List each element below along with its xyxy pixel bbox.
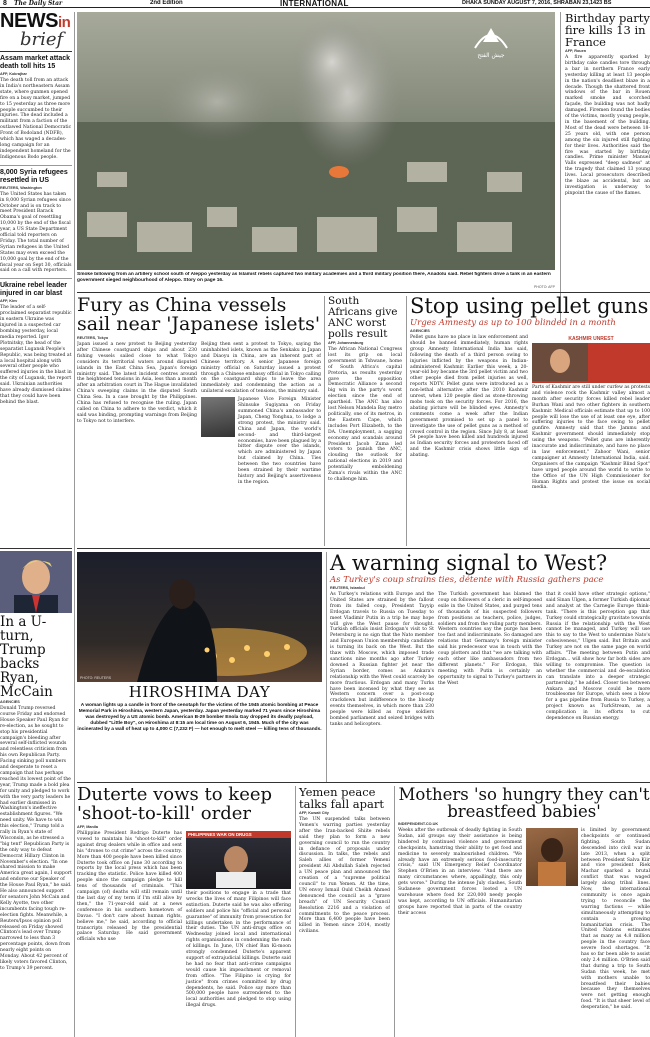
turkey-body-col2: The Turkish government has blamed the coup on followers of a cleric in self-imposed exile in the United States, and purged tens of thousands of his suspected followers from positions as teachers, police, judges, soldiers and from the ruling party members. Western countries say the purge has been too fast and indiscriminate. So damaged are relations that Germany's foreign minister said his predecessor was in touch with the coup plotters and that "we are talking with each other like ambassadors from two different planets." For Erdogan, this meeting with Putin is certainly an opportunity to signal to Turkey's partners in the West <box>438 592 542 686</box>
turkey-subheadline: As Turkey's coup strains ties, détente with Russia gathers pace <box>330 575 604 585</box>
masthead: The Daily Star <box>14 0 63 7</box>
south-africa-story: South Africans give ANC worst polls result AFP, Johannesburg The African National Congress lost its grip on local government in Tshwane, home of South Africa's capital Pretoria, as results yesterday gave the opposition Democratic Alliance a second big win in the party's worst election since the end of apartheid. The ANC has also lost Nelson Mandela Bay metro politically, one of its metros, in the Eastern Cape, which includes Port Elizabeth, to the DA. Unemployment, a sagging economy and scandals around President Jacob Zuma led voters to punish the ANC, clouding the outlook for national elections in 2019 and potentially emboldening Zuma's rivals within the ANC to challenge him. <box>324 296 402 546</box>
pellet-body-col2: Parts of Kashmir are still under curfew as protests and violence rock the Kashmir valley almost a month after security forces killed rebel leader Burhan Wani and two other fighters in southern Kashmir. Medical officials estimate that up to 100 people will lose the use of at least one eye, after suffering injuries to the face owing to pellet gunfire. Amnesty said that the Jammu and Kashmir government should immediately stop using the weapons. "Pellet guns are inherently inaccurate and indiscriminate, and have no place in law enforcement," Zahoor Wani, senior campaigner at Amnesty International India, said. Organisers of the campaign "Kashmir Blind Spot" have urged people around the world to write to the Office of the UN High Commissioner for Human Rights and protest the issue on social media. <box>532 385 650 491</box>
japan-body-col1: Japan issued a new protest to Beijing yesterday after Chinese coastguard ships and about 230 fishing vessels sailed close to what Tokyo considers its territorial waters around disputed islands in the East China Sea, Japan's foreign ministry said. The latest incident centres around the heightened tensions in Asia, less than a month after an arbitration court in The Hague invalidated China's sweeping claims in the disputed South China Sea. In a case brought by the Philippines. China has refused to recognise the ruling. Japan called on China to adhere to the verdict, which it said was binding, prompting warnings from Beijing to Tokyo not to interfere. <box>77 342 197 424</box>
kashmir-unrest-box: KASHMIR UNREST <box>532 335 650 383</box>
pellet-headline: Stop using pellet guns <box>410 296 649 318</box>
pellet-subheadline: Urges Amnesty as up to 100 blinded in a month <box>410 318 616 328</box>
hiroshima-photo <box>77 552 322 682</box>
japan-body-col2: Beijing then sent a protest to Tokyo, saying the uninhabited islets, known as the Senkaku in Japan and Diaoyu in China, are an inherent part of Chinese territory. A senior Japanese foreign ministry official on Saturday issued a protest through a Chinese embassy official in Tokyo calling on the coastguard ships to leave the area immediately and condemning the action as a unilateral escalation of tensions, the ministry said. <box>201 342 321 395</box>
trump-headline: In a U-turn, Trump backs Ryan, McCain <box>0 614 53 700</box>
pellet-body-col1: Pellet guns have no place in law enforcement and should be banned immediately, human rights group Amnesty International India has said, following the death of a third person owing to injuries inflicted by the weapons in Indian-administered Kashmir. Earlier this week, a 20-year-old boy became the 3rd pellet victim and two other people died from pellet injuries as well, reports NDTV. Pellet guns were introduced as a non-lethal alternative after the 2010 Kashmir unrest, when 120 people died as stone-throwing mobs took on the security forces. For 2016, the abating picture will be blinded eyes. Amnesty's comments come a week after the Indian government promised to set up a panel to investigate the use of pellet guns as a method of crowd control in the region. Since July 8, at least 54 people have been killed and hundreds injured as Indian security forces and protesters faced off and the Kashmir crisis shows little sign of abating. <box>410 335 528 459</box>
yemen-body: The UN suspended talks between Yemen's warring parties yesterday after the Iran-backed Shiite rebels said they plan to form a new governing council to run the country in defiance of proposals under discussion. In talks, the rebels and Saleh allies of former Yemeni president Ali Abdullah Saleh rejected a UN peace plan and announced the creation of a "supreme political council" to run Yemen. At the time, UN envoy Ismail Ould Cheikh Ahmed denounced the council as a "grave breach" of UN Security Council Resolution 2216 and a violation of commitments to the peace process. More than 6,400 people have been killed in Yemen since 2014, mostly civilians. <box>299 817 390 935</box>
mothers-headline: Mothers 'so hungry they can't breastfeed babies' <box>398 786 650 821</box>
mothers-body-col1: Weeks after the outbreak of deadly fighting in South Sudan, aid groups say their assistance is being hindered by continued violence and government checkpoints, hamstring their ability to get food and medicine to severely malnourished children. "We already have an extremely serious food-insecurity crisis," said UN Emergency Relief Coordinator Stephen O'Brien in an interview. "And there are many circumstances where, appallingly, this only gets worse." During the intense July clashes, South Sudanese government forces looted a UN warehouse where food for 220,000 needy people was kept, according to UN officials. Humanitarian groups have reported that in parts of the country their access <box>398 828 522 916</box>
turkey-body-col1: As Turkey's relations with Europe and the United States are strained by the fallout from its failed coup, President Tayyip Erdogan travels to Russia on Tuesday to meet Vladimir Putin in a trip he may hope will give the West pause for thought. Turkish officials insist Erdogan's visit to St Petersburg is no sign that the Nato member and European Union membership candidate is turning its back on the West. But the thaw with Moscow, which imposed trade sanctions nine months ago after Turkey downed a Russian fighter jet near the Syrian border, comes as Ankara's relationship with the West could scarcely be more fractious. Erdogan and many Turks have been incensed by what they see as Western concern over a post-coup crackdown but indifference to the bloody events themselves, in which more than 230 people were killed as rogue soldiers bombed parliament and seized bridges with tanks and helicopters. <box>330 592 434 727</box>
duterte-body-col1: Philippine President Rodrigo Duterte has vowed to maintain his "shoot-to-kill" order against drug dealers while in office and sent his "drones to cut crime" across the country. More than 400 people have been killed since Duterte took office on June 30 according to reports by the local press which has been tracking the statistic. Police have killed 400 people since the campaign pledge to kill tens of thousands of criminals. "This campaign (of) deaths will still remain until the last day of my term if I'm still alive by then," the 71-year-old said at a news conference in his southern hometown of Davao. "I don't care about human rights, believe me," he said, according to official transcripts released by the presidential palace Saturday. He said government officials who use <box>77 831 182 943</box>
duterte-headline: Duterte vows to keep 'shoot-to-kill' order <box>77 786 273 824</box>
brief-body: The death toll from an attack in India's northeastern Assam state, where gunmen opened fire on a busy market, jumped to 15 yesterday as three more people succumbed to their injuries. The dead included a militant from a faction of the outlawed National Democratic Front of Bodoland (NDFB), which has waged a decades-long campaign for an independent homeland for the Indigenous Bodo people. <box>0 78 72 160</box>
mothers-body-col2: is limited by government checkpoints or continued fighting. South Sudan descended into civil war in late 2013, when a split between President Salva Kiir and vice president Riek Machar sparked a brutal conflict that was waged largely along tribal lines. Now, the international community is once again trying to reconcile the warring factions — while simultaneously attempting to contain a growing humanitarian crisis. The United Nations estimates that as many as 4.8 million people in the country face severe food shortages. "It has so far been able to assist only 2.4 million. O'Brien said that during a trip to South Sudan this week, he met with mothers unable to breastfeed their babies because they themselves were not getting enough food. "It is that sheer level of desperation," he said. <box>581 828 650 1011</box>
pellet-guns-story: Stop using pellet guns Urges Amnesty as up to 100 blinded in a month AGENCIES Pellet guns have no place in law enforcement and should be banned immediately, human rights group Amnesty International India has said, following the death of a third person owing to injuries inflicted by the weapons in Indian-administered Kashmir. Earlier this week, a 20-year-old boy became the 3rd pellet victim and two other people died from pellet injuries as well, reports NDTV. Pellet guns were introduced as a non-lethal alternative after the 2010 Kashmir unrest, when 120 people died as stone-throwing mobs took on the security forces. For 2016, the abating picture will be blinded eyes. Amnesty's comments come a week after the Indian government promised to set up a panel to investigate the use of pellet guns as a method of crowd control in the region. Since July 8, at least 54 people have been killed and hundreds injured as Indian security forces and protesters faced off and the Kashmir crisis shows little sign of abating. KASHMIR UNREST Parts of Kashmir are still under curfew as protests and violence rock the Kashmir valley almost a month after security forces killed rebel leader Burhan Wani and two other fighters in southern Kashmir. Medical officials estimate that up to 100 people will lose the use of at least one eye, after suffering injuries to the face owing to pellet gunfire. Amnesty said that the Jammu and Kashmir government should immediately stop using the weapons. "Pellet guns are inherently inaccurate and indiscriminate, and have no place in law enforcement," Zahoor Wani, senior campaigner at Amnesty International India, said. Organisers of the campaign "Kashmir Blind Spot" have urged people around the world to write to the Office of the UN High Commissioner for Human Rights and protest the issue on social media. <box>406 296 650 546</box>
trump-photo <box>0 551 72 613</box>
brief-headline: 8,000 Syria refugees resettled in US <box>0 168 68 184</box>
brief-headline: Assam market attack death toll hits 15 <box>0 55 71 70</box>
candle-lantern-image <box>77 552 322 682</box>
hiroshima-story <box>77 552 322 782</box>
photo-credit: PHOTO: AFP <box>534 285 555 289</box>
japan-headline: Fury as China vessels sail near 'Japanese islets' <box>77 296 321 335</box>
brief-headline: Ukraine rebel leader injured in car blast <box>0 282 67 298</box>
duterte-story: Duterte vows to keep 'shoot-to-kill' order AFP, Manila Philippine President Rodrigo Duterte has vowed to maintain his "shoot-to-kill" order against drug dealers while in office and sent his "drones to cut crime" across the country. More than 400 people have been killed since Duterte took office on June 30 according to reports by the local press which has been tracking the statistic. Police have killed 400 people since the campaign pledge to kill tens of thousands of criminals. "This campaign (of) deaths will still remain until the last day of my term if I'm still alive by then," the 71-year-old said at a news conference in his southern hometown of Davao. "I don't care about human rights, believe me," he said, according to official transcripts released by the presidential palace Saturday. He said government officials who use PHILIPPINES WAR ON DRUGS their positions to engage in a trade that wrecks the lives of many Filipinos will face extinction. Duterte said he was also offering soldiers and police his "official and personal guarantee" of immunity from prosecution for killings undertaken in the performance of their duties. The UN anti-drugs office on Wednesday joined local and international rights organisations in condemning the rash of killings. In June, UN chief Ban Ki-moon strongly condemned Duterte's apparent support of extrajudicial killings. Duterte said he had no fear that anti-crime campaigns would cause his impeachment or removal from office. "The Filipino is crying for justice" from crimes committed by drug dependents, he said. Police say more than 500,000 people have surrendered to the local authorities and pledged to stop using illegal drugs. <box>77 786 291 1009</box>
duterte-photo: PHILIPPINES WAR ON DRUGS <box>186 831 291 889</box>
hiroshima-credit: PHOTO: REUTERS <box>80 676 112 680</box>
hiroshima-title: HIROSHIMA DAY <box>128 683 271 701</box>
japan-china-story: Fury as China vessels sail near 'Japanese islets' REUTERS, Tokyo Japan issued a new protest to Beijing yesterday after Chinese coastguard ships and about 230 fishing vessels sailed close to what Tokyo considers its territorial waters around disputed islands in the East China Sea, Japan's foreign ministry said. The latest incident centres around the heightened tensions in Asia, less than a month after an arbitration court in The Hague invalidated China's sweeping claims in the disputed South China Sea. In a case brought by the Philippines. China has refused to recognise the ruling. Japan called on China to adhere to the verdict, which it said was binding, prompting warnings from Beijing to Tokyo not to interfere. Beijing then sent a protest to Tokyo, saying the uninhabited islets, known as the Senkaku in Japan and Diaoyu in China, are an inherent part of Chinese territory. A senior Japanese foreign ministry official on Saturday issued a protest through a Chinese embassy official in Tokyo calling on the coastguard ships to leave the area immediately and condemning the action as a unilateral escalation of tensions, the ministry said. Japanese Vice Foreign Minister Shinsuke Sugiyama on Friday summoned China's ambassador to Japan, Cheng Yonghua, to lodge a strong protest, the ministry said. China and Japan, the world's second- and third-largest economies, have been plagued by a bitter dispute over the islands, which are administered by Japan but claimed by China. Ties between the two countries have been strained by their wartime history and Beijing's assertiveness in the region. <box>77 296 321 485</box>
edition-label: 2nd Edition <box>150 0 183 6</box>
sugiyama-photo <box>201 397 235 437</box>
flag-logo-icon <box>465 20 517 50</box>
trump-body: Donald Trump reversed course Friday and endorsed House Speaker Paul Ryan for re-election, as he sought to stop his presidential campaign's bleeding after several self-inflicted wounds and relentless criticism from his own Republican Party. Facing sinking poll numbers and desperate to reset a campaign that has perhaps reached its lowest point of the year, Trump made a bold plea for unity and pledged to work with the very party leaders he had earlier dismissed in Washington's ineffective establishment figures. "We need unity. We have to win this election," Trump told a rally in Ryan's state of Wisconsin, as he stressed a "big tent" Republican Party is the only way to defeat Democrat Hillary Clinton in November's election. "In one shared mission to make America great again, I support and endorse our Speaker of the House Paul Ryan," he said. He also announced support for senators John McCain and Kelly Ayotte, two other incumbents facing tough re-election fights. Meanwhile, a Reuters/Ipsos opinion poll released on Friday showed Clinton's lead over Trump narrowed to less than 3 percentage points, down from nearly eight points on Monday. About 42 percent of likely voters favored Clinton, to Trump's 39 percent. <box>0 706 72 971</box>
brief-body: The United States has taken in 8,000 Syrian refugees since October and is on track to meet President Barack Obama's goal of resettling 10,000 by the end of the fiscal year, a US State Department official told reporters on Friday. The total number of Syrian refugees in the United States may even exceed the 10,000 goal by the end of the fiscal year on Sept 30, officials said on a call with reporters. <box>0 191 72 274</box>
hiroshima-caption: A woman lights up a candle in front of the cenotaph for the victims of the 1945 atomic bombing at Peace Memorial Park in Hiroshima, western Japan, yesterday. Japan yesterday marked 71 years since Hiroshima was destroyed by a US atomic bomb. American B-29 bomber Enola Gay dropped its deadly payload, dubbed "Little Boy", on Hiroshima at 8:15 am local time on August 6, 1945. Much of the city was incinerated by a wall of heat up to 4,000 C (7,232 F) — hot enough to melt steel — killing tens of thousands. <box>77 703 322 732</box>
jaish-al-fatah-logo: جيش الفتح <box>465 20 517 72</box>
birthday-fire-story: Birthday party fire kills 13 in France AFP, Rouen A fire apparently sparked by birthday cake candles tore through a bar in northern France early yesterday killing at least 13 people in the nation's deadliest blaze in a decade. Though the shattered front windows of the bar in Rouen marked smoke and scorched façade, the building was not badly damaged. Firemen found the bodies of the victims, mostly young people, in the basement of the building. Most of the dead were between 18-25 years old, with one person among the six injured still fighting for their lives. Authorities said the fire was started by birthday candles. Prime minister Manuel Valls expressed "deep sadness" at the tragedy that claimed 13 young lives. Local prosecutors described the blaze as accidental, but an investigation is underway to pinpoint the cause of the flames. <box>560 12 650 322</box>
yemen-story: Yemen peace talks fall apart AFP, Kuwait City The UN suspended talks between Yemen's warring parties yesterday after the Iran-backed Shiite rebels said they plan to form a new governing council to run the country in defiance of proposals under discussion. In talks, the rebels and Saleh allies of former Yemeni president Ali Abdullah Saleh rejected a UN peace plan and announced the creation of a "supreme political council" to run Yemen. At the time, UN envoy Ismail Ould Cheikh Ahmed denounced the council as a "grave breach" of UN Security Council Resolution 2216 and a violation of commitments to the peace process. More than 6,400 people have been killed in Yemen since 2014, mostly civilians. <box>295 786 390 1037</box>
duterte-portrait <box>186 838 288 888</box>
child-image <box>526 828 578 886</box>
japan-body-col2b: Japanese Vice Foreign Minister Shinsuke Sugiyama on Friday summoned China's ambassador to Japan, Cheng Yonghua, to lodge a strong protest, the ministry said. China and Japan, the world's second- and third-largest economies, have been plagued by a bitter dispute over the islands, which are administered by Japan but claimed by China. Ties between the two countries have been strained by their wartime history and Beijing's assertiveness in the region. <box>238 397 321 485</box>
mothers-story: Mothers 'so hungry they can't breastfeed babies' INDEPENDENT.CO.UK Weeks after the outbreak of deadly fighting in South Sudan, aid groups say their assistance is being hindered by continued violence and government checkpoints, hamstring their ability to get food and medicine to severely malnourished children. "We already have an extremely serious food-insecurity crisis," said UN Emergency Relief Coordinator Stephen O'Brien in an interview. "And there are many circumstances where, appallingly, this only gets worse." During the intense July clashes, South Sudanese government forces looted a UN warehouse where food for 220,000 needy people was kept, according to UN officials. Humanitarian groups have reported that in parts of the country their access is limited by government checkpoints or continued fighting. South Sudan descended into civil war in late 2013, when a split between President Salva Kiir and vice president Riek Machar sparked a brutal conflict that was waged largely along tribal lines. Now, the international community is once again trying to reconcile the warring factions — while simultaneously attempting to contain a growing humanitarian crisis. The United Nations estimates that as many as 4.8 million people in the country face severe food shortages. "It has so far been able to assist only 2.4 million. O'Brien said that during a trip to South Sudan this week, he met with mothers unable to breastfeed their babies because they themselves were not getting enough food. "It is that sheer level of desperation," he said. <box>394 786 650 1037</box>
top-bar <box>0 0 650 8</box>
aleppo-photo <box>77 12 555 270</box>
section-title: INTERNATIONAL <box>280 0 349 8</box>
south-africa-headline: South Africans give ANC worst polls result <box>328 296 398 340</box>
news-in-brief-column: NEWSin brief Assam market attack death toll hits 15 AFP, Kokrajhar The death toll from an attack in India's northeastern Assam state, where gunmen opened fire on a busy market, jumped to 15 yesterday as three more people succumbed to their injuries. The dead included a militant from a faction of the outlawed National Democratic Front of Bodoland (NDFB), which has waged a decades-long campaign for an independent homeland for the Indigenous Bodo people. 8,000 Syria refugees resettled in US REUTERS, Washington The United States has taken in 8,000 Syrian refugees since October and is on track to meet President Barack Obama's goal of resettling 10,000 by the end of the fiscal year, a US State Department official told reporters on Friday. The total number of Syrian refugees in the United States may even exceed the 10,000 goal by the end of the fiscal year on Sept 30, officials said on a call with reporters. Ukraine rebel leader injured in car blast AFP, Kiev The leader of a self-proclaimed separatist republic in eastern Ukraine was injured in a suspected car bombing yesterday, local media reported. Igor Plotnitsky, the head of the separatist Lugansk People's Republic, was being treated at a local hospital along with several other people who suffered injuries in the blast in the city of Lugansk, the report said. Ukrainian authorities have already dismissed claims that they could have been behind the blast. <box>0 12 72 405</box>
portrait-figure-icon <box>0 551 72 613</box>
page-number: 8 <box>3 0 7 7</box>
dateline: DHAKA SUNDAY AUGUST 7, 2016, SHRABAN 23,1423 BS <box>462 0 612 6</box>
turkey-body-col3: that it could have other strategic options," said Sinan Ulgen, a former Turkish diplomat and analyst at the Carnegie Europe think-tank. "There is this perception gap that Turkey could strategically gravitate towards Russia if the relationship with the West cannot be managed, and Turkey will use this to say to the West to undermine Nato's cohesiveness," Ulgen said. But Britain and Turkey are not on the same page on world affairs. "The meeting between Putin and Erdogan... will show how far both sides are willing to compromise. The question is whether the commercial and de-escalation can translate into a deeper strategic partnership," he added. Closer ties between Ankara and Moscow could be more troublesome for Europe, which sees a blow for a gas pipeline from Russia to Turkey, a project known as TurkStream, as a complication in its efforts to cut dependence on Russian energy. <box>546 592 650 722</box>
brief-body: The leader of a self-proclaimed separatist republic in eastern Ukraine was injured in a suspected car bombing yesterday, local media reported. Igor Plotnitsky, the head of the separatist Lugansk People's Republic, was being treated at a local hospital along with several other people who suffered injuries in the blast in the city of Lugansk, the report said. Ukrainian authorities have already dismissed claims that they could have been behind the blast. <box>0 305 72 405</box>
news-in-brief-logo: NEWSin brief <box>0 12 71 50</box>
trump-story: In a U-turn, Trump backs Ryan, McCain AGENCIES Donald Trump reversed course Friday and endorsed House Speaker Paul Ryan for re-election, as he sought to stop his presidential campaign's bleeding after several self-inflicted wounds and relentless criticism from his own Republican Party. Facing sinking poll numbers and desperate to reset a campaign that has perhaps reached its lowest point of the year, Trump made a bold plea for unity and pledged to work with the very party leaders he had earlier dismissed in Washington's ineffective establishment figures. "We need unity. We have to win this election," Trump told a rally in Ryan's state of Wisconsin, as he stressed a "big tent" Republican Party is the only way to defeat Democrat Hillary Clinton in November's election. "In one shared mission to make America great again, I support and endorse our Speaker of the House Paul Ryan," he said. He also announced support for senators John McCain and Kelly Ayotte, two other incumbents facing tough re-election fights. Meanwhile, a Reuters/Ipsos opinion poll released on Friday showed Clinton's lead over Trump narrowed to less than 3 percentage points, down from nearly eight points on Monday. About 42 percent of likely voters favored Clinton, to Trump's 39 percent. <box>0 548 72 1037</box>
turkey-story: A warning signal to West? As Turkey's coup strains ties, détente with Russia gathers pace REUTERS, Istanbul As Turkey's relations with Europe and the United States are strained by the fallout from its failed coup, President Tayyip Erdogan travels to Russia on Tuesday to meet Vladimir Putin in a trip he may hope will give the West pause for thought. Turkish officials insist Erdogan's visit to St Petersburg is no sign that the Nato member and European Union membership candidate is turning its back on the West. But the thaw with Moscow, which imposed trade sanctions nine months ago after Turkey downed a Russian fighter jet near the Syrian border, comes as Ankara's relationship with the West could scarcely be more fractious. Erdogan and many Turks have been incensed by what they see as Western concern over a post-coup crackdown but indifference to the bloody events themselves, in which more than 230 people were killed as rogue soldiers bombed parliament and seized bridges with tanks and helicopters. The Turkish government has blamed the coup on followers of a cleric in self-imposed exile in the United States, and purged tens of thousands of his suspected followers from positions as teachers, police, judges, soldiers and from the ruling party members. Western countries say the purge has been too fast and indiscriminate. So damaged are relations that Germany's foreign minister said his predecessor was in touch with the coup plotters and that "we are talking with each other like ambassadors from two different planets." For Erdogan, this meeting with Putin is certainly an opportunity to signal to Turkey's partners in the West that it could have other strategic options," said Sinan Ulgen, a former Turkish diplomat and analyst at the Carnegie Europe think-tank. "There is this perception gap that Turkey could strategically gravitate towards Russia if the relationship with the West cannot be managed, and Turkey will use this to say to the West to undermine Nato's cohesiveness," Ulgen said. But Britain and Turkey are not on the same page on world affairs. "The meeting between Putin and Erdogan... will show how far both sides are willing to compromise. The question is whether the commercial and de-escalation can translate into a deeper strategic partnership," he added. Closer ties between Ankara and Moscow could be more troublesome for Europe, which sees a blow for a gas pipeline from Russia to Turkey, a project known as TurkStream, as a complication in its efforts to cut dependence on Russian energy. <box>326 552 650 782</box>
mother-child-photo <box>526 828 578 886</box>
yemen-headline: Yemen peace talks fall apart <box>299 786 384 811</box>
kashmir-photo <box>532 343 588 381</box>
duterte-body-col2: their positions to engage in a trade that wrecks the lives of many Filipinos will face extinction. Duterte said he was also offering soldiers and police his "official and personal guarantee" of immunity from prosecution for killings undertaken in the performance of their duties. The UN anti-drugs office on Wednesday joined local and international rights organisations in condemning the rash of killings. In June, UN chief Ban Ki-moon strongly condemned Duterte's apparent support of extrajudicial killings. Duterte said he had no fear that anti-crime campaigns would cause his impeachment or removal from office. "The Filipino is crying for justice" from crimes committed by drug dependents, he said. Police say more than 500,000 people have surrendered to the local authorities and pledged to stop using illegal drugs. <box>186 891 291 1009</box>
turkey-headline: A warning signal to West? <box>330 552 608 575</box>
aleppo-caption: Smoke billowing from an artillery school south of Aleppo yesterday as Islamist rebels captured two military academies and a third military position there, Anadolu said. Rebel fighters drive a tank in an eastern government sieged neighbourhood of Aleppo. Story on page 16. <box>77 272 551 283</box>
birthday-headline: Birthday party fire kills 13 in France <box>565 12 650 49</box>
birthday-body: A fire apparently sparked by birthday cake candles tore through a bar in northern France early yesterday killing at least 13 people in the nation's deadliest blaze in a decade. Though the shattered front windows of the bar in Rouen marked smoke and scorched façade, the building was not badly damaged. Firemen found the bodies of the victims, mostly young people, in the basement of the building. Most of the dead were between 18-25 years old, with one person among the six injured still fighting for their lives. Authorities said the fire was started by birthday candles. Prime minister Manuel Valls expressed "deep sadness" at the tragedy that claimed 13 young lives. Local prosecutors described the blaze as accidental, but an investigation is underway to pinpoint the cause of the flames. <box>565 55 650 196</box>
south-africa-body: The African National Congress lost its grip on local government in Tshwane, home of South Africa's capital Pretoria, as results yesterday gave the opposition Democratic Alliance a second big win in the party's worst election since the end of apartheid. The ANC has also lost Nelson Mandela Bay metro politically, one of its metros, in the Eastern Cape, which includes Port Elizabeth, to the DA. Unemployment, a sagging economy and scandals around President Jacob Zuma led voters to punish the ANC, clouding the outlook for national elections in 2019 and potentially emboldening Zuma's rivals within the ANC to challenge him. <box>328 347 402 482</box>
